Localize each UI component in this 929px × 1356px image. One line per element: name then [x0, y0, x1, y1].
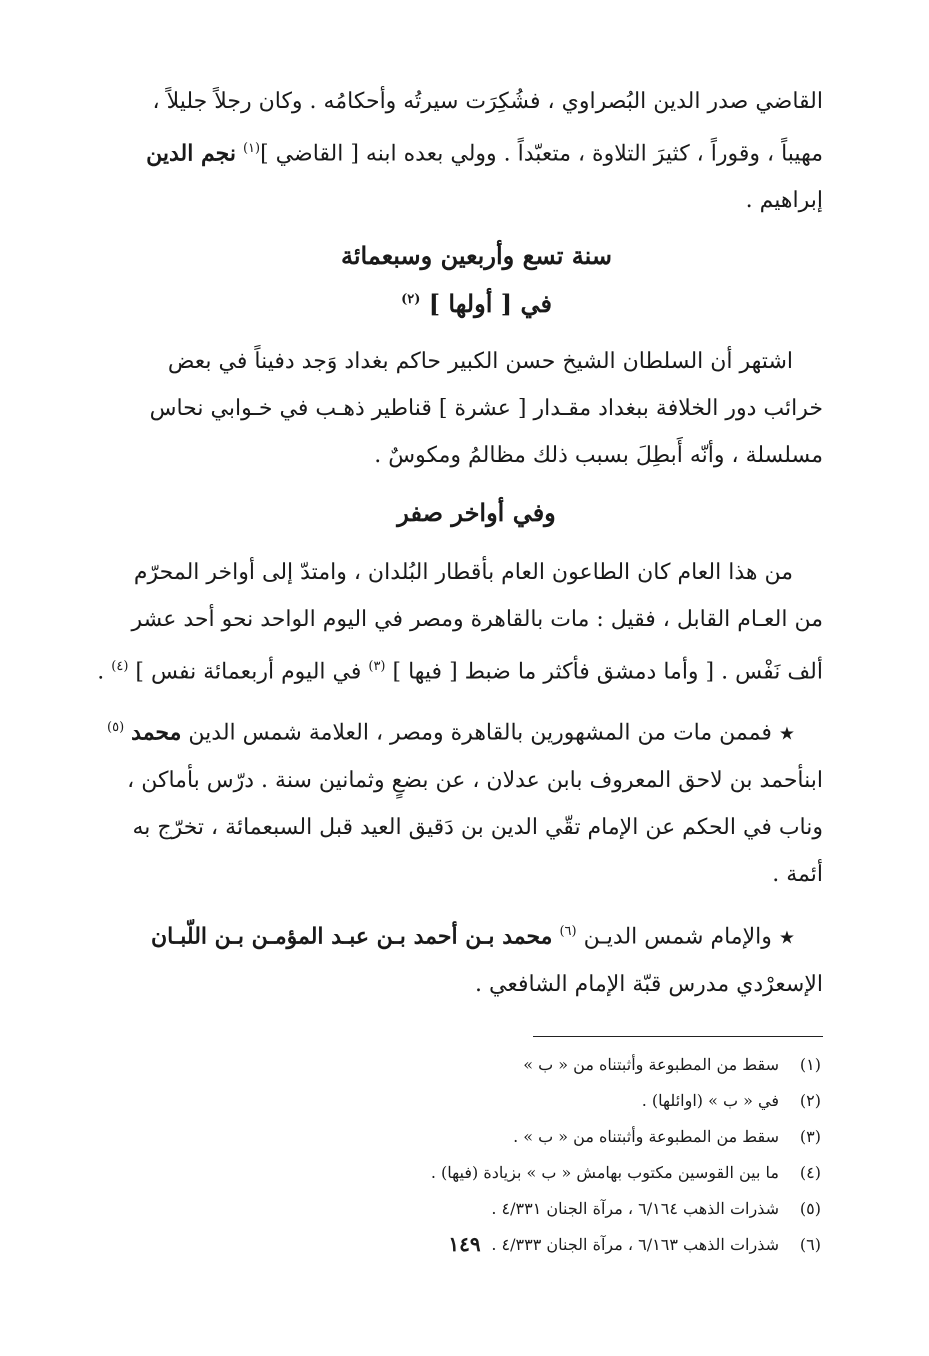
- footnote-text: سقط من المطبوعة وأثبتناه من « ب » .: [513, 1127, 779, 1147]
- footnote-5: [130, 1191, 823, 1227]
- footnote-text: في « ب » (اوائلها) .: [641, 1091, 779, 1111]
- footnote-number: (٥): [799, 1199, 821, 1219]
- plague-line-3-a: ألف نَفْس . [ وأما دمشق فأكثر ما ضبط [ فيها ]: [392, 659, 823, 685]
- footnote-ref-4: (٤): [111, 659, 129, 675]
- death-entry-2-name: محمد بـن أحمد بـن عبـد المؤمـن بـن اللّبـان: [150, 923, 553, 950]
- footnote-2: [130, 1083, 823, 1119]
- intro-line-3: إبراهيم .: [745, 188, 823, 214]
- treasure-paragraph: [130, 338, 823, 479]
- plague-line-3: [97, 643, 823, 695]
- death-entry-1-name: محمد: [131, 718, 182, 745]
- section-heading: وفي أواخر صفر: [397, 498, 556, 528]
- death-entry-2-line-2: الإسعرْدي مدرس قبّة الإمام الشافعي .: [475, 972, 823, 998]
- footnote-ref-1: (١): [242, 141, 261, 156]
- footnote-text: شذرات الذهب ٦/١٦٤ ، مرآة الجنان ٤/٣٣١ .: [491, 1199, 779, 1219]
- page-number: ١٤٩: [448, 1232, 481, 1256]
- death-entry-2: [130, 908, 823, 1008]
- plague-line-3-b: في اليوم أربعمائة نفس ]: [135, 659, 362, 685]
- intro-line-1: القاضي صدر الدين البُصراوي ، فشُكِرَت سيرتُه وأحكامُه . وكان رجلاً جليلاً ،: [152, 89, 823, 114]
- intro-paragraph: [130, 78, 823, 224]
- footnote-ref-5: (٥): [107, 719, 125, 735]
- footnote-number: (٤): [799, 1163, 821, 1183]
- intro-line-2-tail: نجم الدين: [146, 140, 236, 167]
- year-subheading-text: في [ أولها ]: [428, 289, 552, 319]
- footnote-ref-6: (٦): [559, 923, 577, 939]
- footnote-ref-2: (٢): [401, 292, 421, 308]
- death-entry-1-text: فممن مات من المشهورين بالقاهرة ومصر ، العلامة شمس الدين: [188, 719, 772, 745]
- treasure-line-2: خرائب دور الخلافة ببغداد مقـدار [ عشرة ] قناطير ذهـب في خـوابي نحاس: [149, 396, 823, 422]
- footnote-number: (١): [799, 1055, 821, 1075]
- footnote-text: ما بين القوسين مكتوب بهامش « ب » بزيادة (فيها) .: [430, 1163, 779, 1183]
- footnote-3: [130, 1119, 823, 1155]
- death-entry-1-line-4: أئمة .: [772, 861, 823, 887]
- star-icon: ★: [778, 722, 795, 744]
- plague-line-1: من هذا العام كان الطاعون العام بأقطار البُلدان ، وامتدّ إلى أواخر المحرّم: [133, 560, 793, 586]
- death-entry-2-line-1: [130, 908, 823, 961]
- page-body: [97, 78, 823, 1263]
- footnote-number: (٦): [799, 1235, 821, 1255]
- plague-paragraph: [97, 549, 823, 695]
- death-entry-1-line-3: وناب في الحكم عن الإمام تقّي الدين بن دَقيق العيد قبل السبعمائة ، تخرّج به: [132, 814, 823, 840]
- death-entry-1-line-2: ابنأحمد بن لاحق المعروف بابن عدلان ، عن بضعٍ وثمانين سنة . درّس بأماكن ،: [127, 767, 823, 793]
- death-entry-2-text: والإمام شمس الديـن: [583, 924, 772, 950]
- footnotes: [130, 1047, 823, 1263]
- footnote-1: [130, 1047, 823, 1083]
- footnote-number: (٣): [799, 1127, 821, 1147]
- footnote-divider: [533, 1036, 823, 1037]
- intro-line-2: [130, 125, 823, 177]
- death-entry-1: [107, 704, 823, 898]
- plague-line-3-end: .: [97, 659, 105, 685]
- footnote-ref-3: (٣): [368, 659, 386, 675]
- death-entry-1-line-1: [107, 704, 823, 757]
- intro-line-2-text: مهيباً ، وقوراً ، كثيرَ التلاوة ، متعبّداً . وولي بعده ابنه [ القاضي ]: [260, 141, 823, 167]
- year-subheading: [130, 278, 823, 326]
- plague-line-2: من العـام القابل ، فقيل : مات بالقاهرة ومصر في اليوم الواحد نحو أحد عشر: [131, 607, 823, 633]
- treasure-line-1: اشتهر أن السلطان الشيخ حسن الكبير حاكم بغداد وَجد دفيناً في بعض: [167, 349, 793, 375]
- year-heading: سنة تسع وأربعين وسبعمائة: [340, 241, 613, 271]
- footnote-4: [130, 1155, 823, 1191]
- footnote-text: سقط من المطبوعة وأثبتناه من « ب »: [523, 1055, 779, 1075]
- treasure-line-3: مسلسلة ، وأنّه أَبطِلَ بسبب ذلك مظالمُ ومكوسٌ .: [374, 443, 823, 469]
- star-icon: ★: [778, 927, 795, 949]
- footnote-text: شذرات الذهب ٦/١٦٣ ، مرآة الجنان ٤/٣٣٣ .: [491, 1235, 779, 1255]
- footnote-number: (٢): [799, 1091, 821, 1111]
